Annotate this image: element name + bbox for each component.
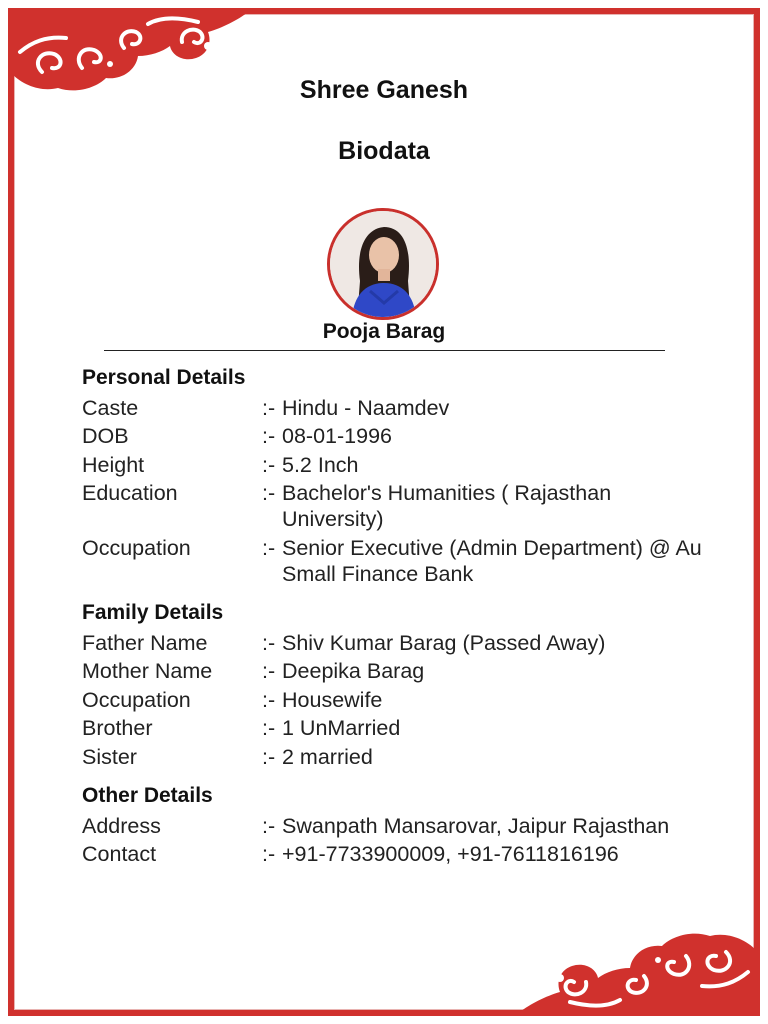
section-title-other: Other Details (82, 784, 213, 807)
detail-value: Deepika Barag (282, 659, 425, 683)
detail-label: Caste (82, 395, 139, 420)
detail-row-father (82, 630, 702, 656)
detail-separator: :- (262, 659, 276, 683)
detail-value: 1 UnMarried (282, 716, 401, 740)
detail-value: +91-7733900009, +91-7611816196 (282, 842, 619, 866)
detail-value: Shiv Kumar Barag (Passed Away) (282, 630, 606, 655)
section-title-personal: Personal Details (82, 366, 246, 389)
detail-row-education (82, 480, 702, 532)
detail-value: 08-01-1996 (282, 424, 392, 448)
detail-value: 5.2 Inch (282, 452, 359, 477)
detail-label: Occupation (82, 687, 191, 712)
detail-row-family-occupation (82, 687, 702, 713)
detail-separator: :- (262, 535, 276, 560)
section-gap (82, 772, 702, 780)
detail-separator: :- (262, 716, 276, 740)
detail-row-caste (82, 395, 702, 421)
detail-separator: :- (262, 452, 276, 477)
detail-value: 2 married (282, 744, 373, 769)
profile-name: Pooja Barag (322, 320, 446, 343)
person-photo-icon (330, 211, 436, 317)
detail-row-mother (82, 658, 702, 684)
detail-separator: :- (262, 424, 276, 448)
cloud-ornament-bottom-right (516, 932, 756, 1012)
detail-separator: :- (262, 813, 276, 838)
detail-label: DOB (82, 424, 129, 448)
biodata-details (82, 362, 702, 870)
detail-label: Sister (82, 744, 137, 769)
detail-value: Bachelor's Humanities ( Rajasthan University) (282, 481, 612, 531)
detail-separator: :- (262, 744, 276, 769)
profile-photo (327, 208, 439, 320)
detail-value: Hindu - Naamdev (282, 395, 450, 420)
detail-label: Brother (82, 716, 153, 740)
detail-label: Education (82, 481, 178, 505)
detail-row-contact (82, 841, 702, 867)
detail-label: Address (82, 813, 161, 838)
detail-value: Swanpath Mansarovar, Jaipur Rajasthan (282, 813, 670, 838)
detail-value: Housewife (282, 687, 383, 712)
detail-row-sister (82, 744, 702, 770)
invocation-heading: Shree Ganesh (299, 76, 469, 104)
detail-label: Father Name (82, 630, 208, 655)
detail-separator: :- (262, 395, 276, 420)
detail-row-address (82, 813, 702, 839)
detail-label: Mother Name (82, 659, 213, 683)
detail-separator: :- (262, 687, 276, 712)
detail-separator: :- (262, 842, 276, 866)
detail-separator: :- (262, 481, 276, 505)
detail-label: Occupation (82, 535, 191, 560)
section-gap (82, 589, 702, 597)
detail-row-occupation (82, 535, 702, 587)
detail-row-height (82, 452, 702, 478)
detail-row-brother (82, 715, 702, 741)
detail-separator: :- (262, 630, 276, 655)
page-title: Biodata (338, 137, 430, 165)
section-title-family: Family Details (82, 601, 224, 624)
name-divider (104, 350, 665, 351)
detail-value: Senior Executive (Admin Department) @ Au Small Finance Bank (282, 535, 702, 586)
detail-label: Contact (82, 842, 157, 866)
detail-row-dob (82, 423, 702, 449)
detail-label: Height (82, 452, 145, 477)
